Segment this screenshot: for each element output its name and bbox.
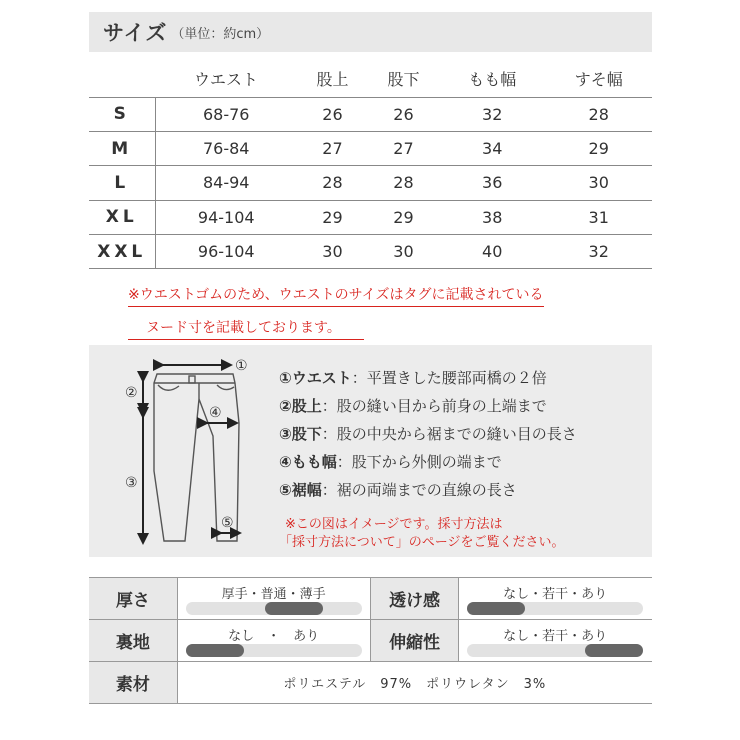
table-row xyxy=(89,200,652,234)
legend-desc: ：平置きした腰部両橋の２倍 xyxy=(351,368,547,387)
size-label: L xyxy=(89,166,155,200)
legend-item xyxy=(279,391,577,419)
table-cell: 28 xyxy=(297,166,368,200)
lining-value xyxy=(177,620,370,662)
table-cell: 30 xyxy=(297,235,368,269)
transparency-scale: なし・若干・あり xyxy=(503,587,608,602)
legend-item xyxy=(279,447,577,475)
table-cell: 26 xyxy=(368,97,439,131)
measurement-legend xyxy=(279,363,577,503)
unit-label: （単位：約cm） xyxy=(171,26,270,42)
thickness-bar xyxy=(186,602,362,615)
table-cell: 29 xyxy=(297,200,368,234)
legend-desc: ：股の縫い目から前身の上端まで xyxy=(321,396,547,415)
lining-scale: なし ・ あり xyxy=(228,629,320,644)
stretch-scale: なし・若干・あり xyxy=(503,629,608,644)
thickness-fill xyxy=(265,602,323,615)
table-cell: 94-104 xyxy=(155,200,297,234)
legend-desc: ：股の中央から裾までの縫い目の長さ xyxy=(321,424,577,443)
legend-label: ④もも幅 xyxy=(279,452,337,471)
nude-size-note: ヌード寸を記載しております。 xyxy=(128,317,364,340)
table-cell: 30 xyxy=(545,166,652,200)
stretch-fill xyxy=(585,644,643,657)
size-table-header xyxy=(89,61,652,97)
table-cell: 31 xyxy=(545,200,652,234)
size-label: XXL xyxy=(89,235,155,269)
size-table xyxy=(89,61,652,269)
material-label: 素材 xyxy=(89,662,177,704)
stretch-label: 伸縮性 xyxy=(370,620,458,662)
legend-item xyxy=(279,363,577,391)
size-label: M xyxy=(89,131,155,165)
legend-label: ③股下 xyxy=(279,424,322,443)
table-cell: 32 xyxy=(439,97,545,131)
marker-4: ④ xyxy=(209,405,222,421)
legend-desc: ：股下から外側の端まで xyxy=(336,452,502,471)
table-row xyxy=(89,166,652,200)
marker-3: ③ xyxy=(125,475,138,491)
attr-row xyxy=(89,578,652,620)
legend-desc: ：裾の両端までの直線の長さ xyxy=(321,480,517,499)
table-cell: 28 xyxy=(545,97,652,131)
material-value: ポリエステル 97% ポリウレタン 3% xyxy=(177,662,652,704)
table-cell: 32 xyxy=(545,235,652,269)
size-title: サイズ xyxy=(103,21,168,45)
legend-item xyxy=(279,419,577,447)
legend-label: ②股上 xyxy=(279,396,322,415)
waist-note: ※ウエストゴムのため、ウエストのサイズはタグに記載されている xyxy=(128,284,544,307)
size-header xyxy=(89,12,652,52)
table-cell: 96-104 xyxy=(155,235,297,269)
pants-illustration xyxy=(121,351,251,551)
col-waist: ウエスト xyxy=(155,61,297,97)
col-inseam: 股下 xyxy=(368,61,439,97)
measurement-diagram xyxy=(89,345,652,557)
diagram-caution-2: 「採寸方法について」のページをご覧ください。 xyxy=(279,535,565,550)
stretch-value xyxy=(459,620,652,662)
legend-label: ①ウエスト xyxy=(279,368,352,387)
col-rise: 股上 xyxy=(297,61,368,97)
table-cell: 30 xyxy=(368,235,439,269)
table-cell: 34 xyxy=(439,131,545,165)
legend-label: ⑤裾幅 xyxy=(279,480,322,499)
thickness-label: 厚さ xyxy=(89,578,177,620)
table-cell: 84-94 xyxy=(155,166,297,200)
marker-2: ② xyxy=(125,385,138,401)
marker-1: ① xyxy=(235,358,248,374)
attr-row xyxy=(89,620,652,662)
table-cell: 29 xyxy=(545,131,652,165)
thickness-scale: 厚手・普通・薄手 xyxy=(221,587,326,602)
attr-row xyxy=(89,662,652,704)
table-cell: 26 xyxy=(297,97,368,131)
thickness-value xyxy=(177,578,370,620)
transparency-fill xyxy=(467,602,525,615)
size-label: XL xyxy=(89,200,155,234)
transparency-value xyxy=(459,578,652,620)
table-cell: 38 xyxy=(439,200,545,234)
lining-fill xyxy=(186,644,244,657)
col-hem: すそ幅 xyxy=(545,61,652,97)
table-cell: 76-84 xyxy=(155,131,297,165)
table-cell: 28 xyxy=(368,166,439,200)
table-cell: 40 xyxy=(439,235,545,269)
corner-cell xyxy=(89,61,155,97)
diagram-caution-1: ※この図はイメージです。採寸方法は xyxy=(285,517,503,532)
fabric-attributes xyxy=(89,577,652,704)
table-cell: 27 xyxy=(368,131,439,165)
lining-label: 裏地 xyxy=(89,620,177,662)
table-row xyxy=(89,131,652,165)
table-cell: 27 xyxy=(297,131,368,165)
table-row xyxy=(89,235,652,269)
size-label: S xyxy=(89,97,155,131)
transparency-bar xyxy=(467,602,643,615)
transparency-label: 透け感 xyxy=(370,578,458,620)
table-cell: 68-76 xyxy=(155,97,297,131)
table-cell: 36 xyxy=(439,166,545,200)
legend-item xyxy=(279,475,577,503)
table-cell: 29 xyxy=(368,200,439,234)
col-thigh: もも幅 xyxy=(439,61,545,97)
marker-5: ⑤ xyxy=(221,515,234,531)
table-row xyxy=(89,97,652,131)
stretch-bar xyxy=(467,644,643,657)
lining-bar xyxy=(186,644,362,657)
